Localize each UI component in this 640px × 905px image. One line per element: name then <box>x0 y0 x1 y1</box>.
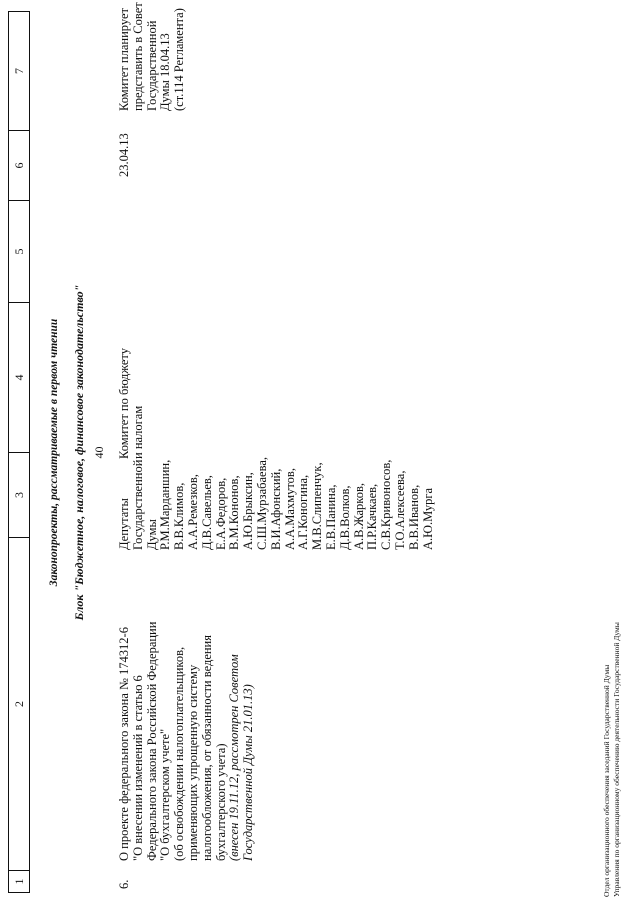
author-line: В.В.Климов, <box>172 482 187 550</box>
author-line: Д.В.Волков, <box>337 485 352 550</box>
author-line: В.И.Афонский, <box>268 468 283 550</box>
column-number: 5 <box>9 200 29 302</box>
author-line: Е.В.Панина, <box>323 484 338 550</box>
bill-title-line: "О бухгалтерском учете" <box>158 728 173 861</box>
author-line: Р.М.Марданшин, <box>158 459 173 550</box>
author-line: М.В.Слипенчук, <box>310 462 325 550</box>
author-line: Думы <box>144 519 159 550</box>
note-line: Государственной <box>144 20 159 111</box>
author-line: Е.А.Федоров, <box>213 477 228 550</box>
author-line: В.М.Кононов, <box>227 475 242 550</box>
column-number: 3 <box>9 452 29 537</box>
column-number: 7 <box>11 68 26 74</box>
row-note <box>118 1 187 111</box>
page-number: 40 <box>92 446 106 459</box>
author-line: Депутаты <box>117 498 131 550</box>
author-line: А.А.Ремезков, <box>185 474 200 550</box>
bill-authors <box>117 456 435 550</box>
committee-line: и налогам <box>130 405 145 459</box>
bill-title-line: "О внесении изменений в статью 6 <box>130 675 145 861</box>
author-line: А.Ю.Брыксин, <box>241 472 256 550</box>
row-number: 6. <box>117 879 131 889</box>
bill-title-line: применяющих упрощенную систему <box>185 664 200 861</box>
author-line: А.Ю.Мурга <box>420 487 435 550</box>
bill-title <box>118 563 256 861</box>
document-footer <box>602 622 622 897</box>
bill-title-line: бухгалтерского учета) <box>213 743 228 861</box>
note-line: представить в Совет <box>130 2 145 111</box>
bill-title-line: налогообложения, от обязанности ведения <box>199 635 214 861</box>
bill-title-line: (об освобождении налогоплательщиков, <box>172 646 187 861</box>
bill-introduced-line: Государственной Думы 21.01.13) <box>241 684 256 861</box>
column-number-header <box>8 11 30 893</box>
note-line: Думы 18.04.13 <box>158 33 173 111</box>
author-line: В.В.Иванов, <box>406 484 421 550</box>
author-line: Государственной <box>130 459 145 550</box>
bill-title-line: Федерального закона Российской Федерации <box>144 621 159 861</box>
footer-line: Отдел организационного обеспечения заседаний Государственной Думы <box>602 664 611 897</box>
note-line: (ст.114 Регламента) <box>172 8 187 111</box>
author-line: С.Ш.Мурзабаева, <box>254 456 269 550</box>
column-number: 1 <box>9 870 29 892</box>
author-line: А.Г.Коногина, <box>296 474 311 550</box>
author-line: А.А.Махмутов, <box>282 468 297 550</box>
footer-line: Управления по организационному обеспечению деятельности Государственной Думы <box>612 622 621 897</box>
author-line: П.Р.Качкаев, <box>365 483 380 550</box>
author-line: А.В.Жарков, <box>351 482 366 550</box>
responsible-committee <box>118 309 146 459</box>
column-number: 6 <box>9 130 29 200</box>
bill-introduced-line: (внесен 19.11.12, рассмотрен Советом <box>227 654 242 861</box>
note-line: Комитет планирует <box>117 8 131 111</box>
column-number: 4 <box>9 302 29 452</box>
section-title: Законопроекты, рассматриваемые в первом чтении <box>48 318 60 587</box>
bill-title-line: О проекте федерального закона № 174312-6 <box>117 627 131 861</box>
block-title: Блок "Бюджетное, налоговое, финансовое законодательство" <box>72 284 86 621</box>
column-number: 2 <box>9 537 29 870</box>
author-line: Т.О.Алексеева, <box>392 470 407 550</box>
author-line: С.В.Кривоносов, <box>379 459 394 550</box>
review-date: 23.04.13 <box>117 133 131 177</box>
author-line: Д.В.Савельев, <box>199 475 214 550</box>
committee-line: Комитет по бюджету <box>117 348 131 459</box>
